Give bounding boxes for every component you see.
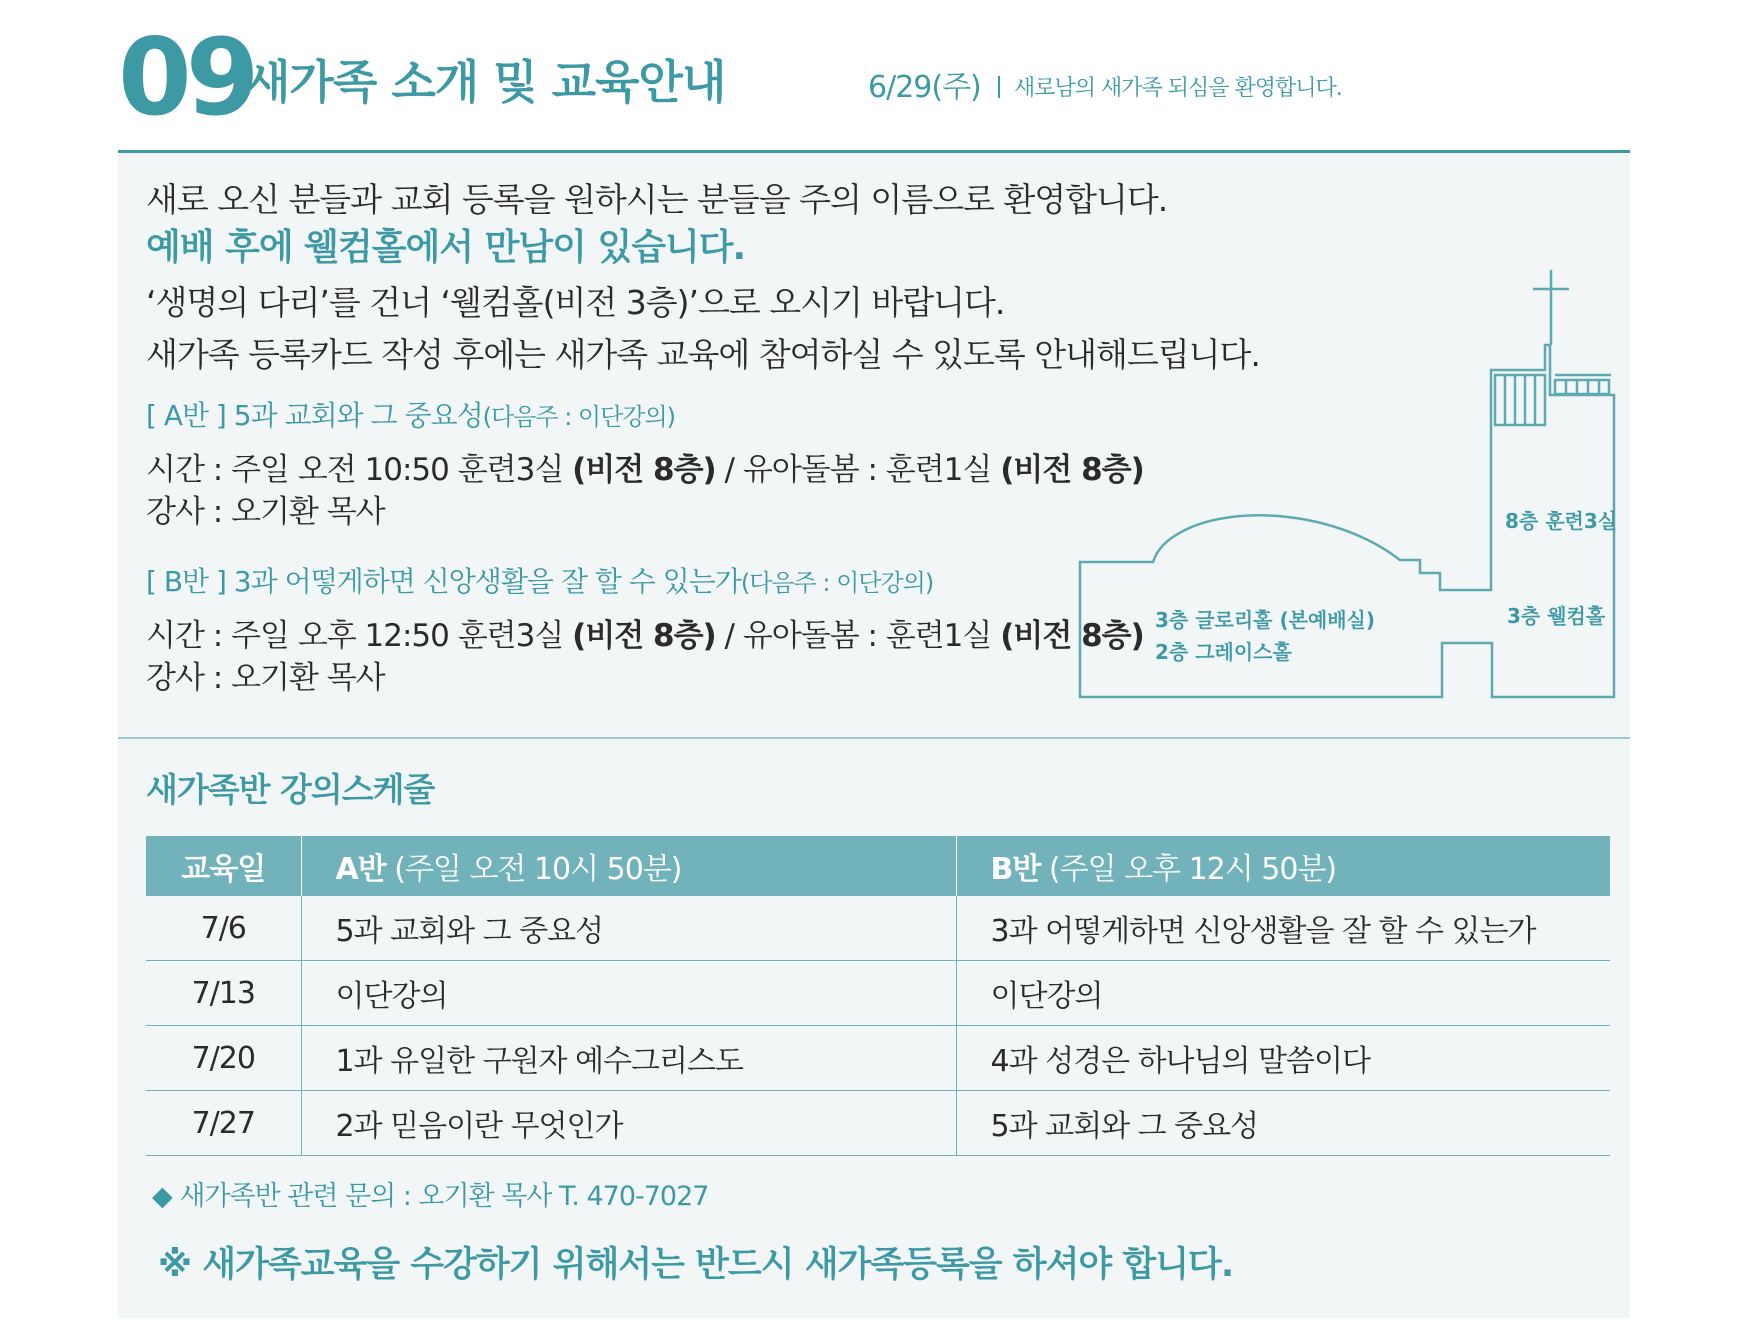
schedule-table <box>146 836 1610 1156</box>
col-a <box>301 836 956 896</box>
row-date: 7/13 <box>146 961 301 1026</box>
row-date: 7/20 <box>146 1026 301 1091</box>
schedule-title: 새가족반 강의스케줄 <box>146 770 435 809</box>
col-b-label: B반 <box>990 852 1041 887</box>
building-label-8f: 8층 훈련3실 <box>1505 509 1618 533</box>
building-label-grace: 2층 그레이스홀 <box>1155 640 1292 664</box>
class-a-care-label: / 유아돌봄 : 훈련1실 <box>715 452 1001 488</box>
class-b-note: (다음주 : 이단강의) <box>740 569 934 597</box>
class-b-heading <box>146 562 933 603</box>
row-a: 2과 믿음이란 무엇인가 <box>301 1091 956 1156</box>
class-a-time <box>146 450 1144 490</box>
row-b: 3과 어떻게하면 신앙생활을 잘 할 수 있는가 <box>956 896 1610 961</box>
table-row <box>146 961 1610 1026</box>
table-row <box>146 1026 1610 1091</box>
building-diagram <box>1075 265 1620 705</box>
col-date <box>146 836 301 896</box>
table-row <box>146 896 1610 961</box>
intro-line-4: 새가족 등록카드 작성 후에는 새가족 교육에 참여하실 수 있도록 안내해드립니다. <box>146 335 1260 374</box>
class-a-heading <box>146 396 675 437</box>
row-b: 5과 교회와 그 중요성 <box>956 1091 1610 1156</box>
row-a: 이단강의 <box>301 961 956 1026</box>
row-a: 1과 유일한 구원자 예수그리스도 <box>301 1026 956 1091</box>
row-a: 5과 교회와 그 중요성 <box>301 896 956 961</box>
class-b-time-label: 시간 : 주일 오후 12:50 훈련3실 <box>146 618 573 654</box>
section-subtitle: 새로남의 새가족 되심을 환영합니다. <box>1014 76 1342 101</box>
contact-info: ◆ 새가족반 관련 문의 : 오기환 목사 T. 470-7027 <box>152 1181 709 1212</box>
schedule-header-row <box>146 836 1610 896</box>
building-label-welcome: 3층 웰컴홀 <box>1507 604 1606 628</box>
col-b-time: (주일 오후 12시 50분) <box>1040 852 1337 887</box>
class-b-title: [ B반 ] 3과 어떻게하면 신앙생활을 잘 할 수 있는가 <box>146 565 741 598</box>
section-header <box>118 16 1630 139</box>
section-date: 6/29(주) <box>868 70 981 105</box>
col-date-label: 교육일 <box>181 852 266 887</box>
intro-highlight: 예배 후에 웰컴홀에서 만남이 있습니다. <box>146 227 746 268</box>
class-a-care-location: (비전 8층) <box>1000 452 1144 488</box>
intro-line-3: ‘생명의 다리’를 건너 ‘웰컴홀(비전 3층)’으로 오시기 바랍니다. <box>146 283 1005 322</box>
intro-line-1: 새로 오신 분들과 교회 등록을 원하시는 분들을 주의 이름으로 환영합니다. <box>146 180 1168 219</box>
class-a-title: [ A반 ] 5과 교회와 그 중요성 <box>146 399 483 432</box>
class-a-teacher: 강사 : 오기환 목사 <box>146 494 385 530</box>
header-divider <box>998 76 1000 98</box>
section-number: 09 <box>118 16 254 139</box>
class-a-note: (다음주 : 이단강의) <box>482 403 676 431</box>
class-b-care-label: / 유아돌봄 : 훈련1실 <box>715 618 1001 654</box>
row-b: 4과 성경은 하나님의 말씀이다 <box>956 1026 1610 1091</box>
col-a-time: (주일 오전 10시 50분) <box>385 852 682 887</box>
row-date: 7/6 <box>146 896 301 961</box>
registration-notice: ※ 새가족교육을 수강하기 위해서는 반드시 새가족등록을 하셔야 합니다. <box>158 1245 1234 1285</box>
row-date: 7/27 <box>146 1091 301 1156</box>
section-divider <box>118 737 1630 739</box>
col-a-label: A반 <box>335 852 386 887</box>
class-b-time <box>146 616 1144 656</box>
class-b-time-location: (비전 8층) <box>572 618 716 654</box>
table-row <box>146 1091 1610 1156</box>
building-label-glory: 3층 글로리홀 (본예배실) <box>1155 608 1376 632</box>
col-b <box>956 836 1610 896</box>
row-b: 이단강의 <box>956 961 1610 1026</box>
class-a-time-label: 시간 : 주일 오전 10:50 훈련3실 <box>146 452 573 488</box>
section-title: 새가족 소개 및 교육안내 <box>246 55 726 109</box>
class-b-teacher: 강사 : 오기환 목사 <box>146 660 385 696</box>
class-a-time-location: (비전 8층) <box>572 452 716 488</box>
class-b-care-location: (비전 8층) <box>1000 618 1144 654</box>
